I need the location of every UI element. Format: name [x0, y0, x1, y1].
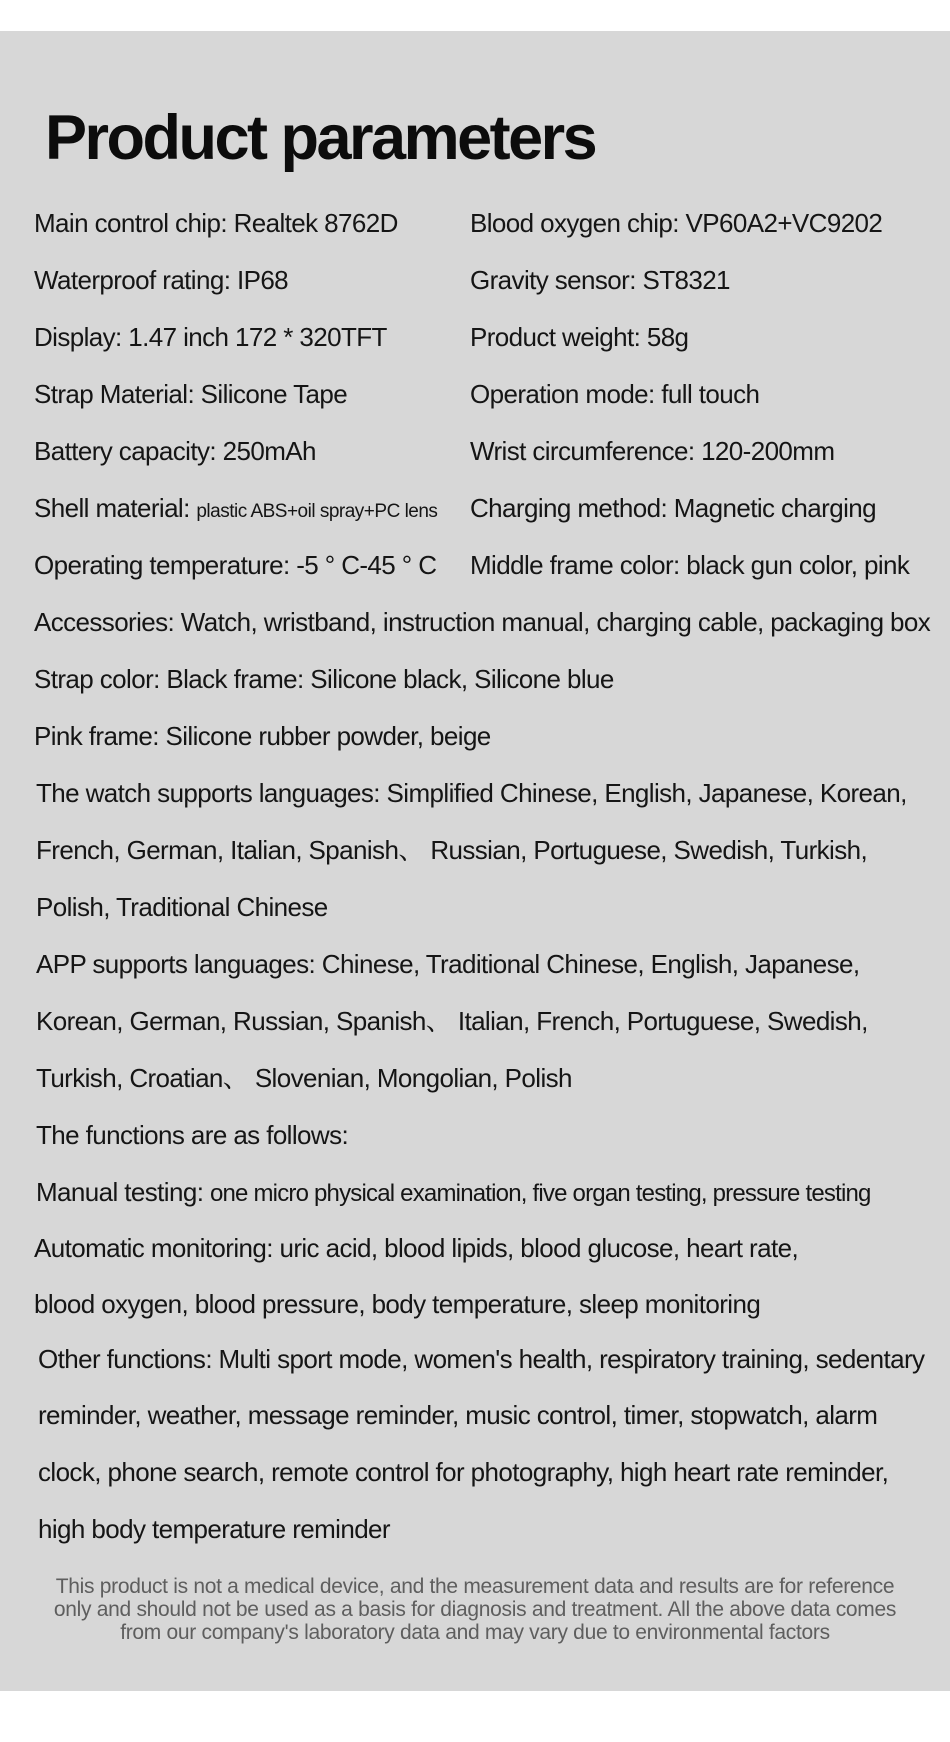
spec-battery: Battery capacity: 250mAh: [34, 436, 316, 466]
other-functions-line-4: high body temperature reminder: [38, 1514, 390, 1544]
automatic-monitoring-line-2: blood oxygen, blood pressure, body temperature, sleep monitoring: [34, 1289, 761, 1319]
strap-color-line: Strap color: Black frame: Silicone black, Silicone blue: [34, 664, 614, 694]
manual-testing-value: one micro physical examination, five organ testing, pressure testing: [209, 1180, 871, 1207]
disclaimer-line-1: This product is not a medical device, and the measurement data and results are for reference: [55, 1575, 895, 1598]
spec-waterproof: Waterproof rating: IP68: [34, 265, 289, 295]
app-languages-line-1: APP supports languages: Chinese, Traditional Chinese, English, Japanese,: [36, 949, 860, 979]
pink-frame-line: Pink frame: Silicone rubber powder, beige: [34, 721, 491, 751]
watch-languages-line-2: French, German, Italian, Spanish、 Russian, Portuguese, Swedish, Turkish,: [36, 835, 868, 865]
spec-shell-value: plastic ABS+oil spray+PC lens: [196, 501, 438, 522]
other-functions-line-1: Other functions: Multi sport mode, women's health, respiratory training, sedentary: [38, 1344, 925, 1374]
disclaimer-line-2: only and should not be used as a basis for diagnosis and treatment. All the above data comes: [53, 1598, 897, 1621]
spec-strap-material: Strap Material: Silicone Tape: [34, 379, 348, 409]
spec-shell-label: Shell material:: [34, 493, 197, 523]
spec-shell-material: [34, 491, 437, 529]
spec-operation-mode: Operation mode: full touch: [470, 379, 760, 409]
manual-testing-label: Manual testing:: [36, 1177, 210, 1207]
spec-charging: Charging method: Magnetic charging: [470, 493, 876, 523]
watch-languages-line-1: The watch supports languages: Simplified Chinese, English, Japanese, Korean,: [36, 778, 907, 808]
page-title: Product parameters: [45, 103, 596, 173]
spec-weight: Product weight: 58g: [470, 322, 689, 352]
spec-temperature: Operating temperature: -5 ° C-45 ° C: [34, 550, 437, 580]
spec-main-chip: Main control chip: Realtek 8762D: [34, 208, 398, 238]
app-languages-line-2: Korean, German, Russian, Spanish、 Italian, French, Portuguese, Swedish,: [36, 1006, 868, 1036]
disclaimer: [20, 1575, 930, 1644]
accessories-line: Accessories: Watch, wristband, instruction manual, charging cable, packaging box: [34, 607, 931, 637]
app-languages-line-3: Turkish, Croatian、 Slovenian, Mongolian, Polish: [36, 1063, 572, 1093]
other-functions-line-2: reminder, weather, message reminder, music control, timer, stopwatch, alarm: [38, 1400, 878, 1430]
spec-display: Display: 1.47 inch 172 * 320TFT: [34, 322, 387, 352]
other-functions-line-3: clock, phone search, remote control for photography, high heart rate reminder,: [38, 1457, 889, 1487]
functions-heading: The functions are as follows:: [36, 1120, 349, 1150]
watch-languages-line-3: Polish, Traditional Chinese: [36, 892, 328, 922]
spec-gravity-sensor: Gravity sensor: ST8321: [470, 265, 730, 295]
spec-blood-oxygen-chip: Blood oxygen chip: VP60A2+VC9202: [470, 208, 883, 238]
disclaimer-line-3: from our company's laboratory data and may vary due to environmental factors: [120, 1621, 830, 1644]
automatic-monitoring-line-1: Automatic monitoring: uric acid, blood lipids, blood glucose, heart rate,: [34, 1233, 799, 1263]
spec-frame-color: Middle frame color: black gun color, pink: [470, 550, 910, 580]
spec-wrist: Wrist circumference: 120-200mm: [470, 436, 835, 466]
manual-testing-line: [36, 1175, 871, 1211]
